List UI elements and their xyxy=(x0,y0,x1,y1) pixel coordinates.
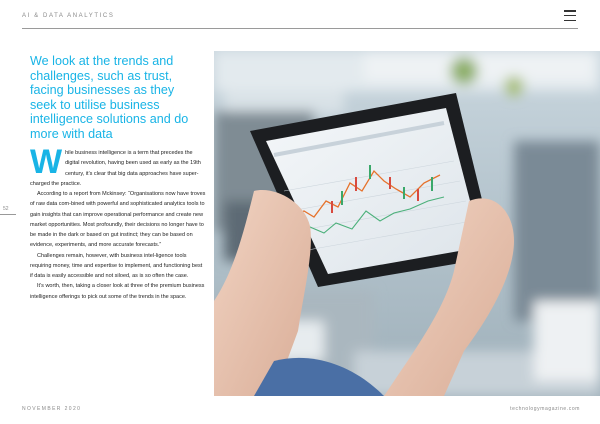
footer-site[interactable]: technologymagazine.com xyxy=(510,406,580,412)
paragraph-4: It’s worth, then, taking a closer look at three of the premium business intelligence offerings to pick out some of the trends in the space. xyxy=(30,283,205,300)
footer-date: NOVEMBER 2020 xyxy=(22,406,82,412)
paragraph-1 xyxy=(30,143,206,189)
paragraph-1-text: hile business intelligence is a term that precedes the digital revolution, having been used as early as the 19th century, it’s clear that big data approaches have super-charged the practice. xyxy=(30,150,201,187)
article-headline: We look at the trends and challenges, such as trust, facing businesses as they seek to utilise business intelligence solutions and do more with data xyxy=(30,54,189,141)
top-bar xyxy=(22,10,578,29)
tablet-photo xyxy=(214,51,600,396)
hamburger-menu-icon[interactable] xyxy=(564,10,576,21)
section-label: AI & DATA ANALYTICS xyxy=(22,13,115,19)
paragraph-3: Challenges remain, however, with business intel-ligence tools requiring money, time and expertise to implement, and functioning best if data is easily accessible and not siloed, as is so often the case. xyxy=(30,252,203,279)
tablet-photo-illustration xyxy=(214,51,600,396)
article-body xyxy=(30,143,206,302)
drop-cap: W xyxy=(30,143,63,181)
page-number-left: 52 xyxy=(3,206,9,212)
paragraph-2: According to a report from Mckinsey: “Organisations now have troves of raw data com-bined with powerful and sophisticated analytics tools to gain insights that can improve operational performance and create new market opportunities. Most profoundly, their decisions no longer have to be made in the dark or based on gut instinct; they can be based on evidence, experiments, and more accurate forecasts.” xyxy=(30,191,206,249)
page-number-rule-left xyxy=(0,214,16,215)
